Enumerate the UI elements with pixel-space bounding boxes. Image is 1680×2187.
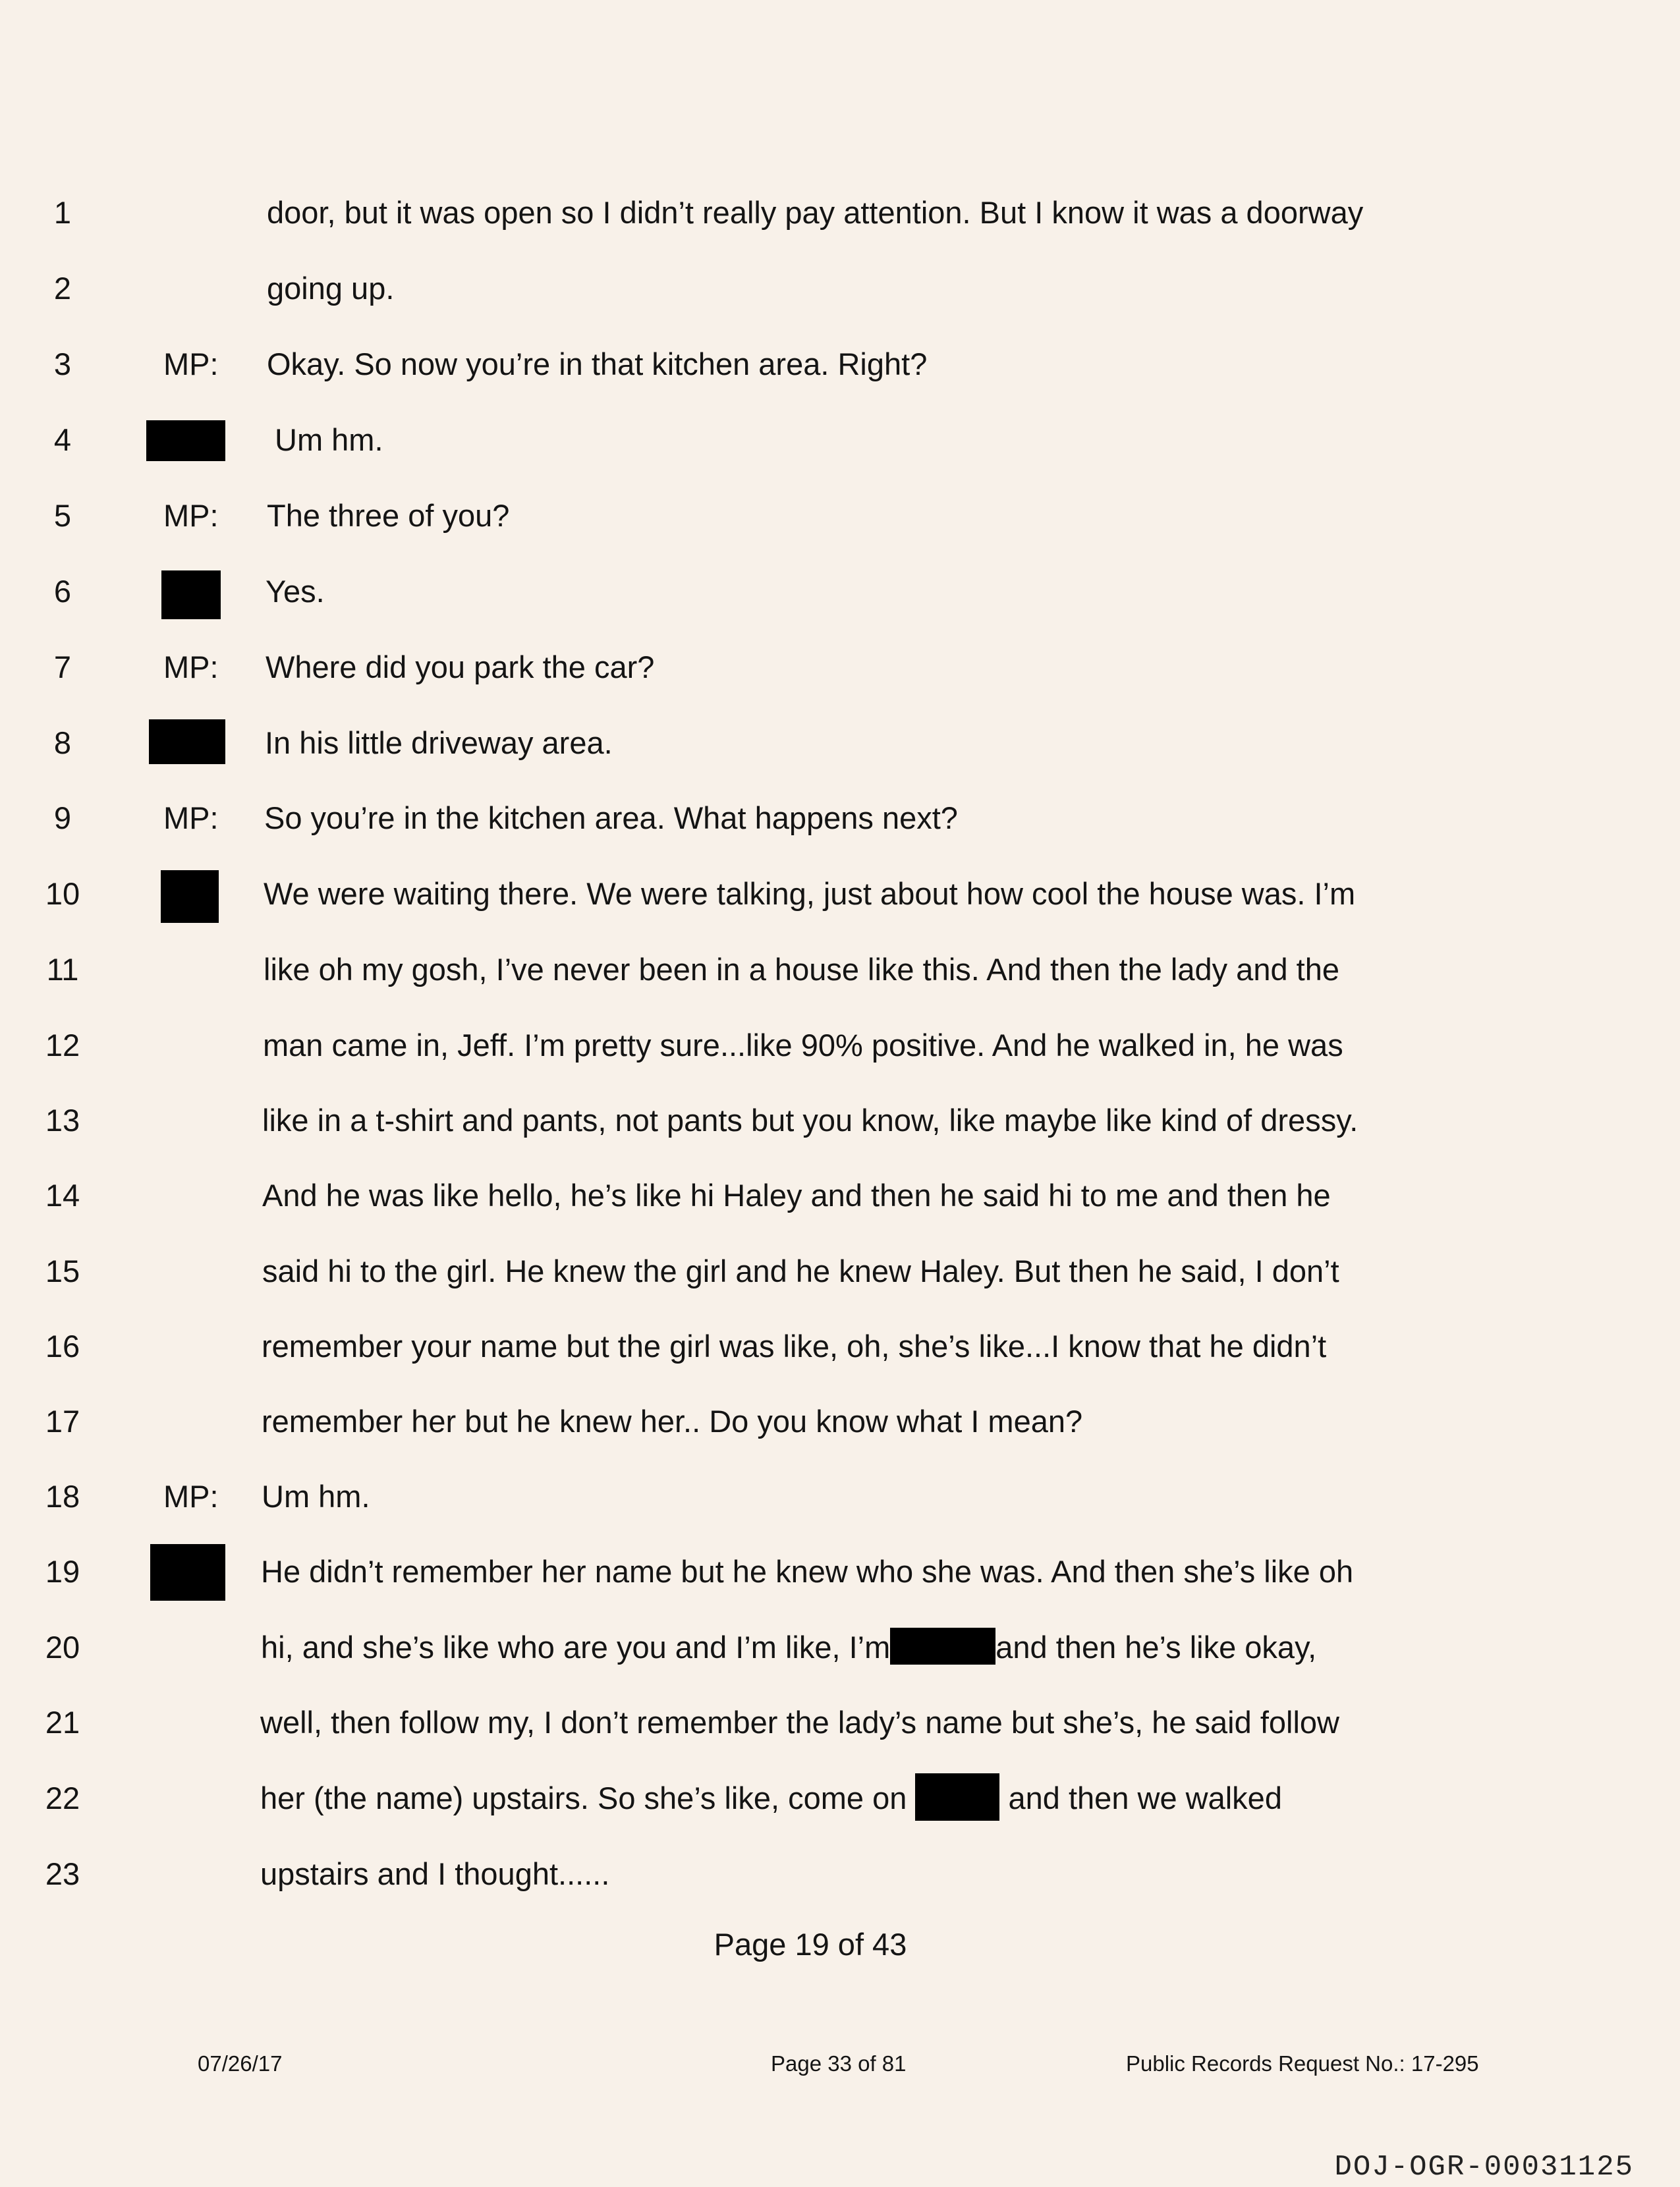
line-number: 22: [45, 1781, 80, 1815]
speaker-label: MP:: [163, 1479, 219, 1514]
line-text: like oh my gosh, I’ve never been in a house like this. And then the lady and the: [264, 952, 1339, 987]
line-number: 2: [53, 271, 72, 306]
transcript-line: [0, 1696, 1680, 1749]
transcript-line: [0, 792, 1680, 844]
line-text: Where did you park the car?: [266, 650, 655, 684]
speaker-label: MP:: [163, 650, 219, 684]
transcript-line: [0, 1621, 1680, 1674]
transcript-line: [0, 186, 1680, 239]
line-text-before: her (the name) upstairs. So she’s like, come on: [260, 1781, 907, 1815]
transcript-line: [0, 1245, 1680, 1298]
line-text: In his little driveway area.: [265, 725, 613, 760]
line-number: 5: [53, 498, 72, 533]
line-number: 15: [45, 1254, 80, 1288]
footer-page: Page 33 of 81: [771, 2051, 907, 2076]
line-number: 19: [45, 1554, 80, 1589]
speaker-redaction: [146, 420, 225, 461]
speaker-redaction: [149, 719, 225, 764]
line-text: [261, 1621, 1316, 1674]
transcript-line: [0, 1169, 1680, 1222]
line-text: remember your name but the girl was like, oh, she’s like...I know that he didn’t: [262, 1329, 1327, 1364]
line-text: remember her but he knew her.. Do you know what I mean?: [262, 1404, 1083, 1439]
speaker-label: MP:: [163, 800, 219, 835]
speaker-redaction: [161, 570, 221, 619]
footer-request-number: Public Records Request No.: 17-295: [1126, 2051, 1479, 2076]
line-text-after: and then we walked: [999, 1781, 1282, 1815]
line-text: door, but it was open so I didn’t really pay attention. But I know it was a doorway: [267, 195, 1364, 230]
line-text: So you’re in the kitchen area. What happens next?: [264, 800, 958, 835]
line-text: He didn’t remember her name but he knew who she was. And then she’s like oh: [261, 1554, 1354, 1589]
transcript-line: [0, 338, 1680, 391]
line-text: going up.: [267, 271, 395, 306]
line-number: 11: [46, 952, 79, 987]
line-number: 10: [45, 876, 80, 911]
transcript-line: [0, 489, 1680, 542]
line-number: 18: [45, 1479, 80, 1514]
transcript-line: [0, 1320, 1680, 1373]
line-number: 6: [53, 574, 72, 609]
line-text: said hi to the girl. He knew the girl and he knew Haley. But then he said, I don’t: [262, 1254, 1339, 1288]
line-number: 21: [45, 1705, 80, 1740]
line-number: 14: [45, 1178, 80, 1213]
speaker-redaction: [161, 870, 219, 923]
speaker-label: MP:: [163, 346, 219, 381]
transcript-line: [0, 1094, 1680, 1147]
transcript-line: [0, 414, 1680, 466]
transcript-line: [0, 1848, 1680, 1900]
line-number: 13: [45, 1103, 80, 1138]
transcript-line: [0, 1545, 1680, 1598]
line-text-before: hi, and she’s like who are you and I’m like, I’m: [261, 1630, 891, 1665]
line-number: 4: [53, 422, 72, 457]
line-number: 20: [45, 1630, 80, 1665]
line-text: Yes.: [266, 574, 325, 609]
line-text: man came in, Jeff. I’m pretty sure...like 90% positive. And he walked in, he was: [263, 1028, 1343, 1063]
line-text-after: and then he’s like okay,: [995, 1630, 1317, 1665]
line-number: 7: [53, 650, 72, 684]
transcript-page-number: Page 19 of 43: [714, 1927, 907, 1962]
footer-date: 07/26/17: [198, 2051, 283, 2076]
transcript-line: [0, 943, 1680, 996]
line-text: [260, 1772, 1282, 1825]
transcript-line: [0, 717, 1680, 769]
line-text: We were waiting there. We were talking, just about how cool the house was. I’m: [264, 876, 1356, 911]
transcript-line: [0, 565, 1680, 618]
transcript-line: [0, 641, 1680, 694]
bates-number: DOJ-OGR-00031125: [1334, 2151, 1634, 2184]
inline-redaction: [890, 1628, 995, 1665]
line-number: 12: [45, 1028, 80, 1063]
line-number: 17: [45, 1404, 80, 1439]
speaker-label: MP:: [163, 498, 219, 533]
line-number: 8: [53, 725, 72, 760]
transcript-line: [0, 868, 1680, 920]
transcript-line: [0, 1470, 1680, 1523]
line-number: 16: [45, 1329, 80, 1364]
line-text: Okay. So now you’re in that kitchen area. Right?: [267, 346, 928, 381]
line-text: And he was like hello, he’s like hi Haley and then he said hi to me and then he: [262, 1178, 1331, 1213]
inline-redaction: [915, 1773, 999, 1821]
transcript-line: [0, 1019, 1680, 1072]
line-text: Um hm.: [275, 422, 383, 457]
line-number: 9: [53, 800, 72, 835]
line-text: The three of you?: [267, 498, 510, 533]
line-text: well, then follow my, I don’t remember the lady’s name but she’s, he said follow: [260, 1705, 1339, 1740]
line-number: 3: [53, 346, 72, 381]
transcript-line: [0, 1772, 1680, 1825]
line-number: 23: [45, 1856, 80, 1891]
line-text: like in a t-shirt and pants, not pants but you know, like maybe like kind of dressy.: [262, 1103, 1358, 1138]
line-text: Um hm.: [262, 1479, 370, 1514]
transcript-line: [0, 1395, 1680, 1448]
line-number: 1: [53, 195, 72, 230]
line-text: upstairs and I thought......: [260, 1856, 610, 1891]
speaker-redaction: [150, 1544, 225, 1601]
transcript-line: [0, 262, 1680, 315]
